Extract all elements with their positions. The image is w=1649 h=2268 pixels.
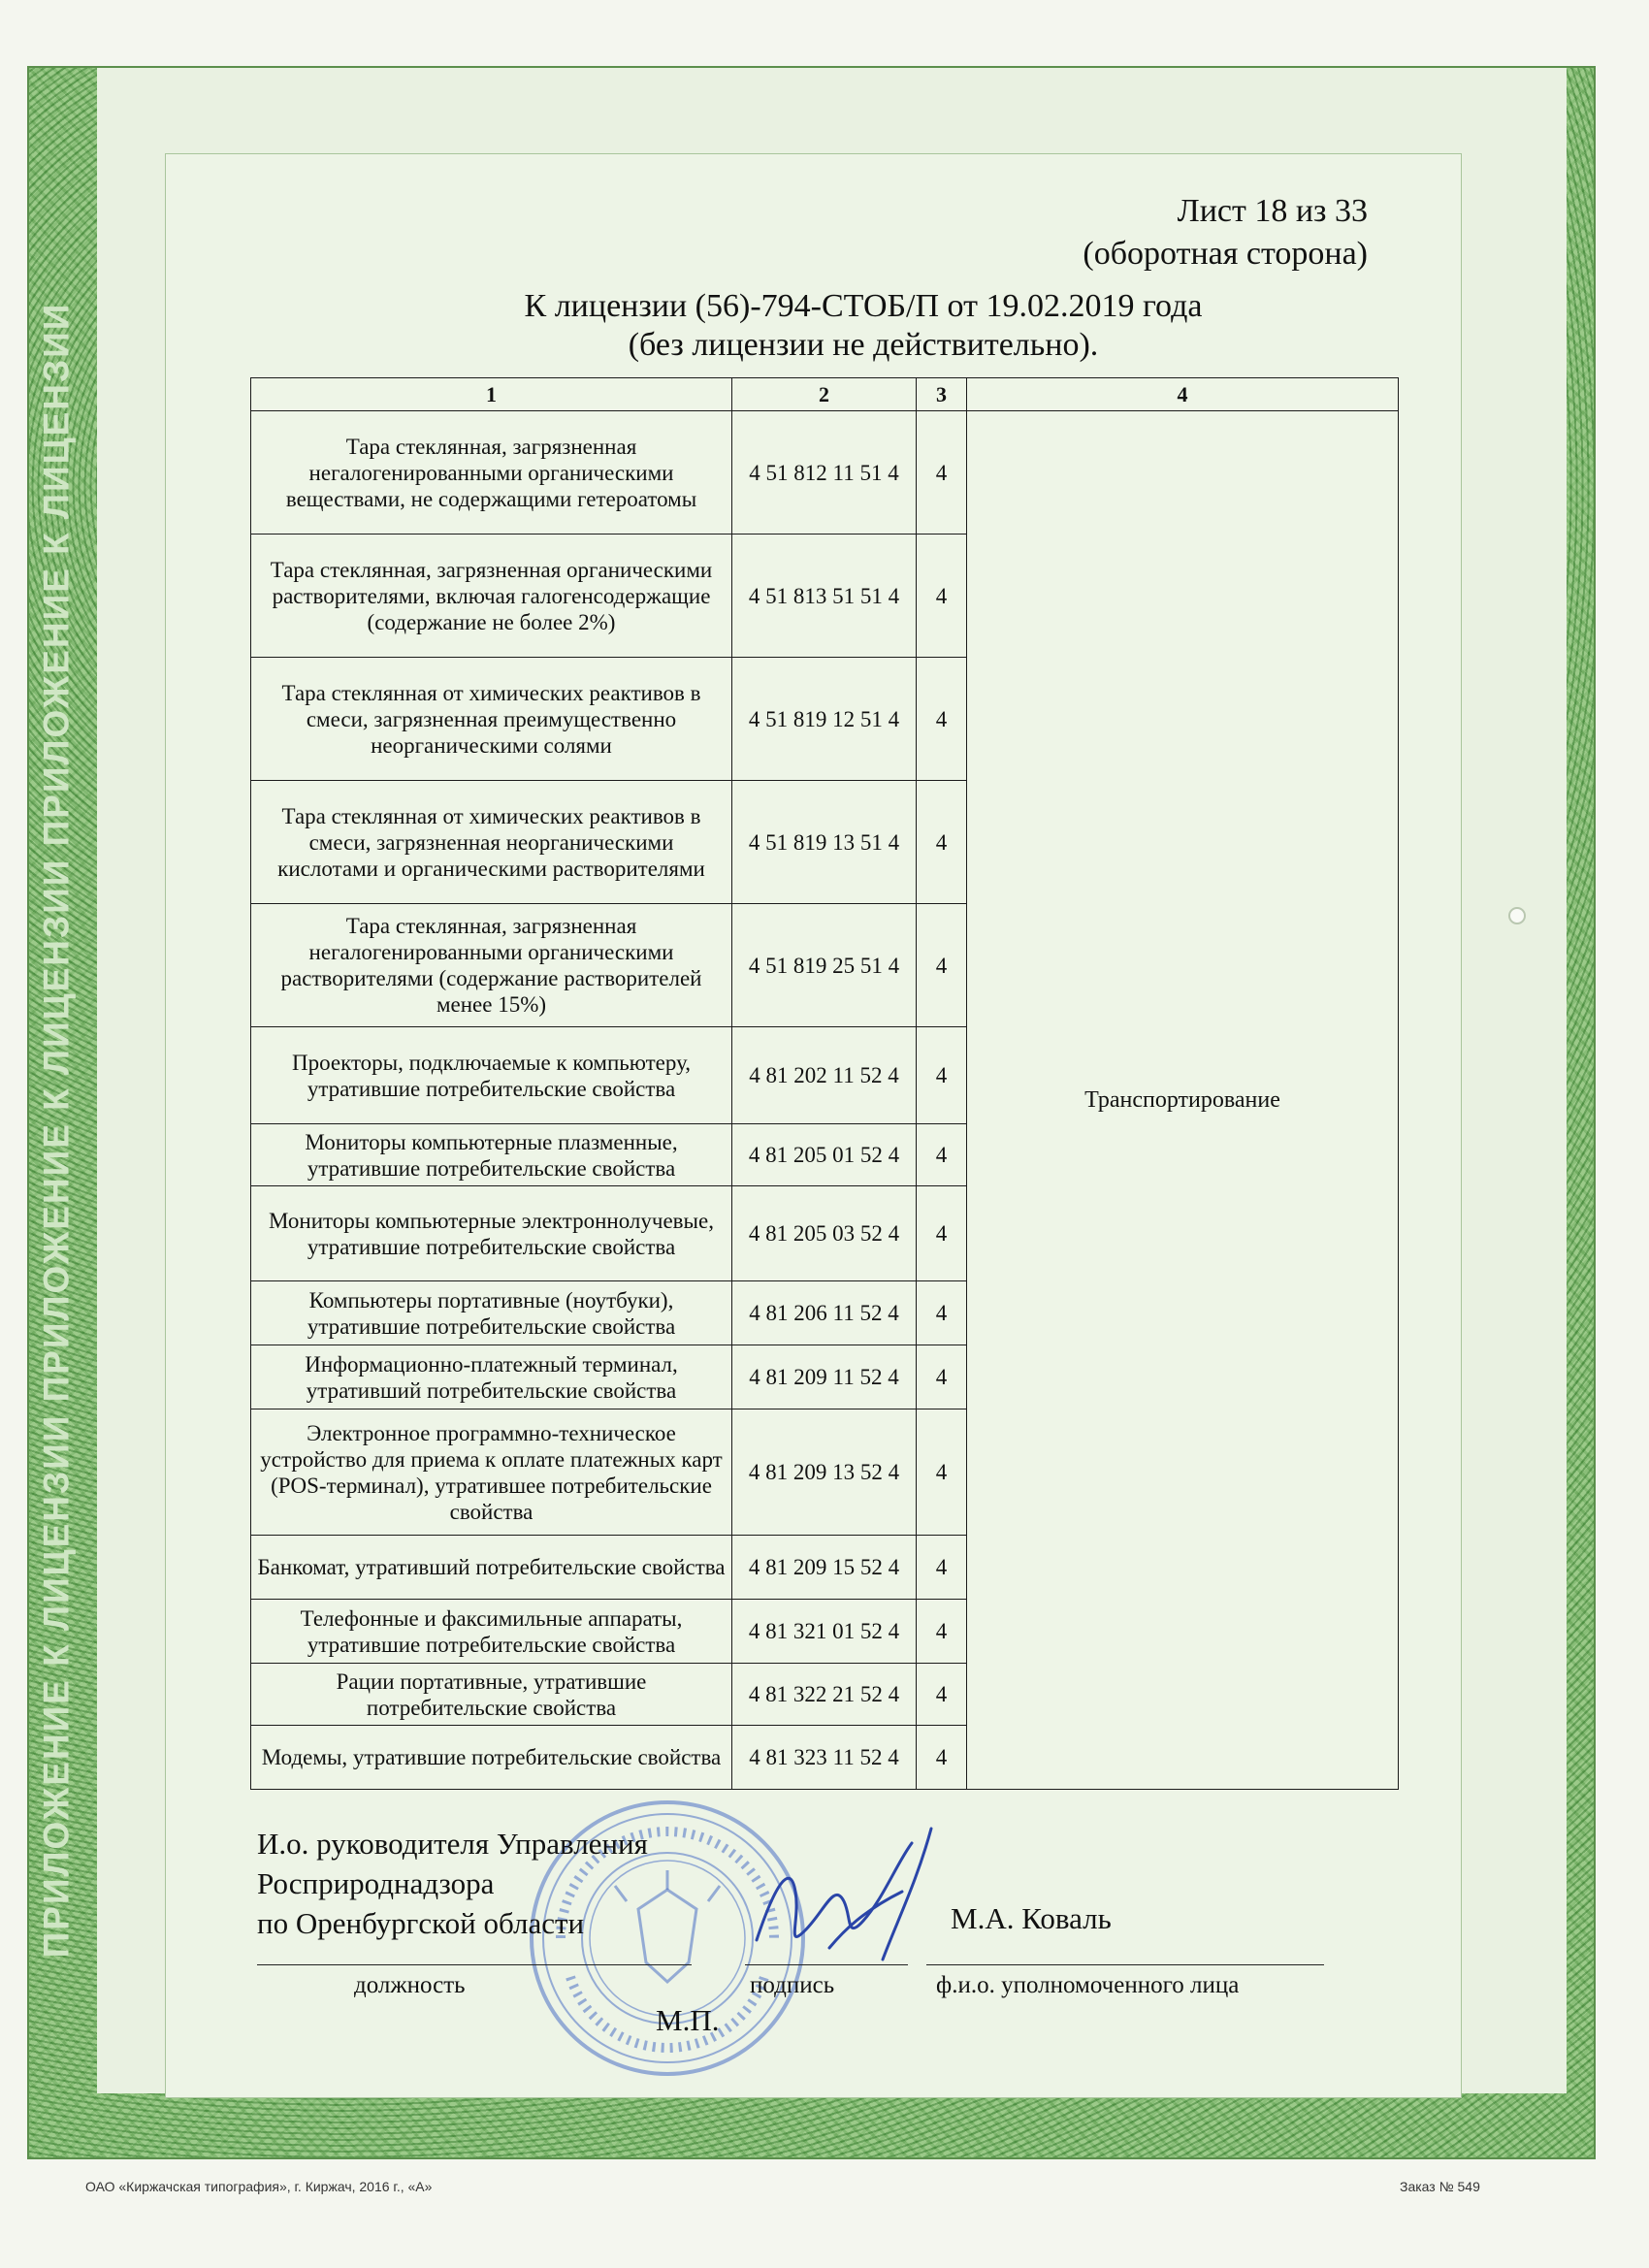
waste-name-cell: Электронное программно-техническое устройство для приема к оплате платежных карт (POS-терминал), утратившее потребительские свойства [251,1409,732,1536]
waste-name-cell: Мониторы компьютерные электроннолучевые, утратившие потребительские свойства [251,1186,732,1281]
side-strip [37,126,76,2134]
waste-table [250,377,1399,1790]
waste-name-cell: Проекторы, подключаемые к компьютеру, утратившие потребительские свойства [251,1027,732,1124]
caption-position: должность [354,1972,466,1998]
handwritten-signature [737,1824,951,1969]
hazard-class-cell: 4 [917,411,967,535]
fkko-code-cell: 4 81 205 01 52 4 [732,1124,917,1186]
hazard-class-cell: 4 [917,1600,967,1664]
hazard-class-cell: 4 [917,1124,967,1186]
position-underline [257,1964,692,1965]
hazard-class-cell: 4 [917,1186,967,1281]
column-header: 4 [967,378,1399,411]
fkko-code-cell: 4 81 205 03 52 4 [732,1186,917,1281]
caption-signature: подпись [750,1972,835,1998]
side-strip-text: ПРИЛОЖЕНИЕ К ЛИЦЕНЗИИ ПРИЛОЖЕНИЕ К ЛИЦЕНЗИИ ПРИЛОЖЕНИЕ К ЛИЦЕНЗИИ [36,302,77,1959]
fkko-code-cell: 4 51 813 51 51 4 [732,535,917,658]
hazard-class-cell: 4 [917,1664,967,1726]
fkko-code-cell: 4 81 209 13 52 4 [732,1409,917,1536]
fkko-code-cell: 4 81 202 11 52 4 [732,1027,917,1124]
hazard-class-cell: 4 [917,535,967,658]
waste-name-cell: Модемы, утратившие потребительские свойства [251,1726,732,1790]
waste-name-cell: Тара стеклянная, загрязненная негалогенированными органическими веществами, не содержащими гетероатомы [251,411,732,535]
document-title [456,287,1271,365]
waste-name-cell: Тара стеклянная от химических реактивов в смеси, загрязненная преимущественно неорганическими солями [251,658,732,781]
title-line-2: (без лицензии не действительно). [628,327,1099,363]
table-header-row [251,378,1399,411]
hazard-class-cell: 4 [917,1281,967,1345]
hazard-class-cell: 4 [917,1536,967,1600]
waste-name-cell: Телефонные и факсимильные аппараты, утратившие потребительские свойства [251,1600,732,1664]
printer-imprint: ОАО «Киржачская типография», г. Киржач, 2016 г., «А» [85,2179,433,2194]
hazard-class-cell: 4 [917,1345,967,1409]
waste-name-cell: Компьютеры портативные (ноутбуки), утратившие потребительские свойства [251,1281,732,1345]
waste-name-cell: Информационно-платежный терминал, утративший потребительские свойства [251,1345,732,1409]
hazard-class-cell: 4 [917,1726,967,1790]
waste-name-cell: Банкомат, утративший потребительские свойства [251,1536,732,1600]
signature-underline [745,1964,908,1965]
waste-name-cell: Тара стеклянная, загрязненная органическими растворителями, включая галогенсодержащие (содержание не более 2%) [251,535,732,658]
hazard-class-cell: 4 [917,781,967,904]
table-row [251,411,1399,535]
hazard-class-cell: 4 [917,1409,967,1536]
waste-name-cell: Рации портативные, утратившие потребительские свойства [251,1664,732,1726]
position-line-3: по Оренбургской области [257,1906,585,1940]
waste-name-cell: Тара стеклянная, загрязненная негалогенированными органическими растворителями (содержание растворителей менее 15%) [251,904,732,1027]
position-line-2: Росприроднадзора [257,1866,495,1900]
fkko-code-cell: 4 51 812 11 51 4 [732,411,917,535]
fkko-code-cell: 4 81 323 11 52 4 [732,1726,917,1790]
seal-mark: М.П. [656,2003,720,2037]
sheet-side-label: (оборотная сторона) [1083,236,1368,272]
fkko-code-cell: 4 81 206 11 52 4 [732,1281,917,1345]
signer-name: М.А. Коваль [951,1901,1112,1935]
caption-name: ф.и.о. уполномоченного лица [936,1972,1240,1998]
sheet-number [1083,190,1368,275]
order-number: Заказ № 549 [1400,2179,1480,2194]
fkko-code-cell: 4 51 819 25 51 4 [732,904,917,1027]
position-line-1: И.о. руководителя Управления [257,1827,648,1861]
fkko-code-cell: 4 81 209 15 52 4 [732,1536,917,1600]
fkko-code-cell: 4 51 819 13 51 4 [732,781,917,904]
hazard-class-cell: 4 [917,1027,967,1124]
column-header: 3 [917,378,967,411]
table-body [251,411,1399,1790]
signatory-position [257,1824,648,1943]
fkko-code-cell: 4 81 209 11 52 4 [732,1345,917,1409]
title-line-1: К лицензии (56)-794-СТОБ/П от 19.02.2019 года [524,288,1203,324]
fkko-code-cell: 4 81 322 21 52 4 [732,1664,917,1726]
punch-hole [1508,907,1526,924]
fkko-code-cell: 4 81 321 01 52 4 [732,1600,917,1664]
column-header: 2 [732,378,917,411]
hazard-class-cell: 4 [917,904,967,1027]
name-underline [926,1964,1324,1965]
sheet-label: Лист 18 из 33 [1177,193,1368,229]
hazard-class-cell: 4 [917,658,967,781]
fkko-code-cell: 4 51 819 12 51 4 [732,658,917,781]
waste-name-cell: Мониторы компьютерные плазменные, утратившие потребительские свойства [251,1124,732,1186]
waste-name-cell: Тара стеклянная от химических реактивов в смеси, загрязненная неорганическими кислотами и органическими растворителями [251,781,732,904]
activity-type-cell: Транспортирование [967,411,1399,1790]
column-header: 1 [251,378,732,411]
